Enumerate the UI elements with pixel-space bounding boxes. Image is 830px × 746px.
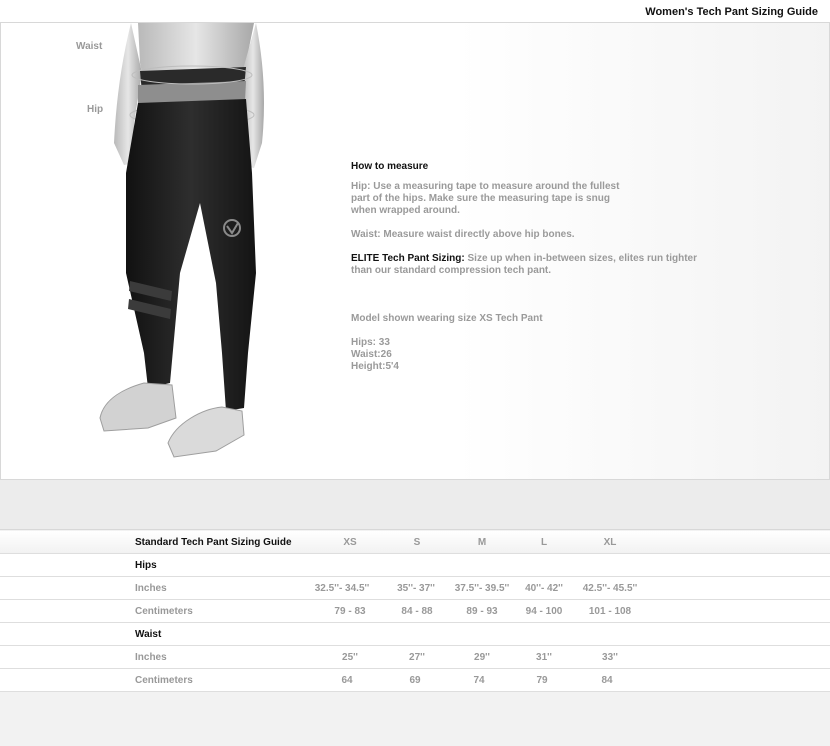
hips-cm-label: Centimeters xyxy=(135,606,193,617)
hips-cm-xl: 101 - 108 xyxy=(588,606,632,617)
elite-sizing-text-1: Size up when in-between sizes, elites run tighter xyxy=(464,253,697,264)
size-header-xl: XL xyxy=(603,537,617,548)
table-row-hips-inches xyxy=(0,577,830,600)
table-row-hips-heading xyxy=(0,554,830,577)
size-header-xs: XS xyxy=(343,537,357,548)
table-title: Standard Tech Pant Sizing Guide xyxy=(135,537,292,548)
hips-inches-m: 37.5''- 39.5'' xyxy=(454,583,510,594)
page-title: Women's Tech Pant Sizing Guide xyxy=(645,6,818,18)
section-divider xyxy=(0,480,830,530)
hips-cm-xs: 79 - 83 xyxy=(334,606,366,617)
model-height: Height:5'4 xyxy=(351,361,399,372)
model-waist: Waist:26 xyxy=(351,349,392,360)
size-header-s: S xyxy=(413,537,421,548)
hips-cm-m: 89 - 93 xyxy=(466,606,498,617)
elite-sizing-note xyxy=(351,253,697,265)
hips-inches-xs: 32.5''- 34.5'' xyxy=(314,583,370,594)
waist-inches-l: 31'' xyxy=(536,652,552,663)
elite-sizing-text-2: than our standard compression tech pant. xyxy=(351,265,552,276)
waist-inches-label: Inches xyxy=(135,652,167,663)
hero-panel xyxy=(0,23,830,480)
waist-instruction: Waist: Measure waist directly above hip bones. xyxy=(351,229,575,240)
hip-instruction-line-3: when wrapped around. xyxy=(351,205,460,216)
hips-cm-s: 84 - 88 xyxy=(401,606,433,617)
waist-cm-xl: 84 xyxy=(601,675,613,686)
model-size-note: Model shown wearing size XS Tech Pant xyxy=(351,313,543,324)
waist-cm-label: Centimeters xyxy=(135,675,193,686)
model-hips: Hips: 33 xyxy=(351,337,390,348)
hip-label: Hip xyxy=(87,104,104,115)
top-bar xyxy=(0,0,830,23)
waist-cm-xs: 64 xyxy=(341,675,353,686)
footer-band xyxy=(0,694,830,746)
table-header-row xyxy=(0,531,830,554)
howto-heading: How to measure xyxy=(351,161,429,172)
waist-inches-xs: 25'' xyxy=(342,652,358,663)
waist-inches-m: 29'' xyxy=(474,652,490,663)
hip-instruction-line-1: Hip: Use a measuring tape to measure around the fullest xyxy=(351,181,620,192)
hips-inches-s: 35''- 37'' xyxy=(397,583,435,594)
waist-cm-m: 74 xyxy=(473,675,485,686)
table-row-waist-inches xyxy=(0,646,830,669)
waist-label: Waist xyxy=(76,41,103,52)
hips-inches-xl: 42.5''- 45.5'' xyxy=(582,583,638,594)
sizing-table xyxy=(0,531,830,692)
waist-inches-xl: 33'' xyxy=(602,652,618,663)
size-header-m: M xyxy=(477,537,487,548)
table-row-waist-heading xyxy=(0,623,830,646)
waist-heading: Waist xyxy=(135,629,162,640)
waist-cm-l: 79 xyxy=(536,675,548,686)
size-header-l: L xyxy=(540,537,548,548)
waist-cm-s: 69 xyxy=(409,675,421,686)
hips-inches-label: Inches xyxy=(135,583,167,594)
hips-heading: Hips xyxy=(135,560,157,571)
hip-instruction-line-2: part of the hips. Make sure the measuring tape is snug xyxy=(351,193,610,204)
model-figure xyxy=(76,23,276,463)
elite-sizing-label: ELITE Tech Pant Sizing: xyxy=(351,253,465,264)
table-row-hips-cm xyxy=(0,600,830,623)
hips-inches-l: 40''- 42'' xyxy=(525,583,563,594)
table-row-waist-cm xyxy=(0,669,830,692)
waist-inches-s: 27'' xyxy=(409,652,425,663)
hips-cm-l: 94 - 100 xyxy=(525,606,563,617)
